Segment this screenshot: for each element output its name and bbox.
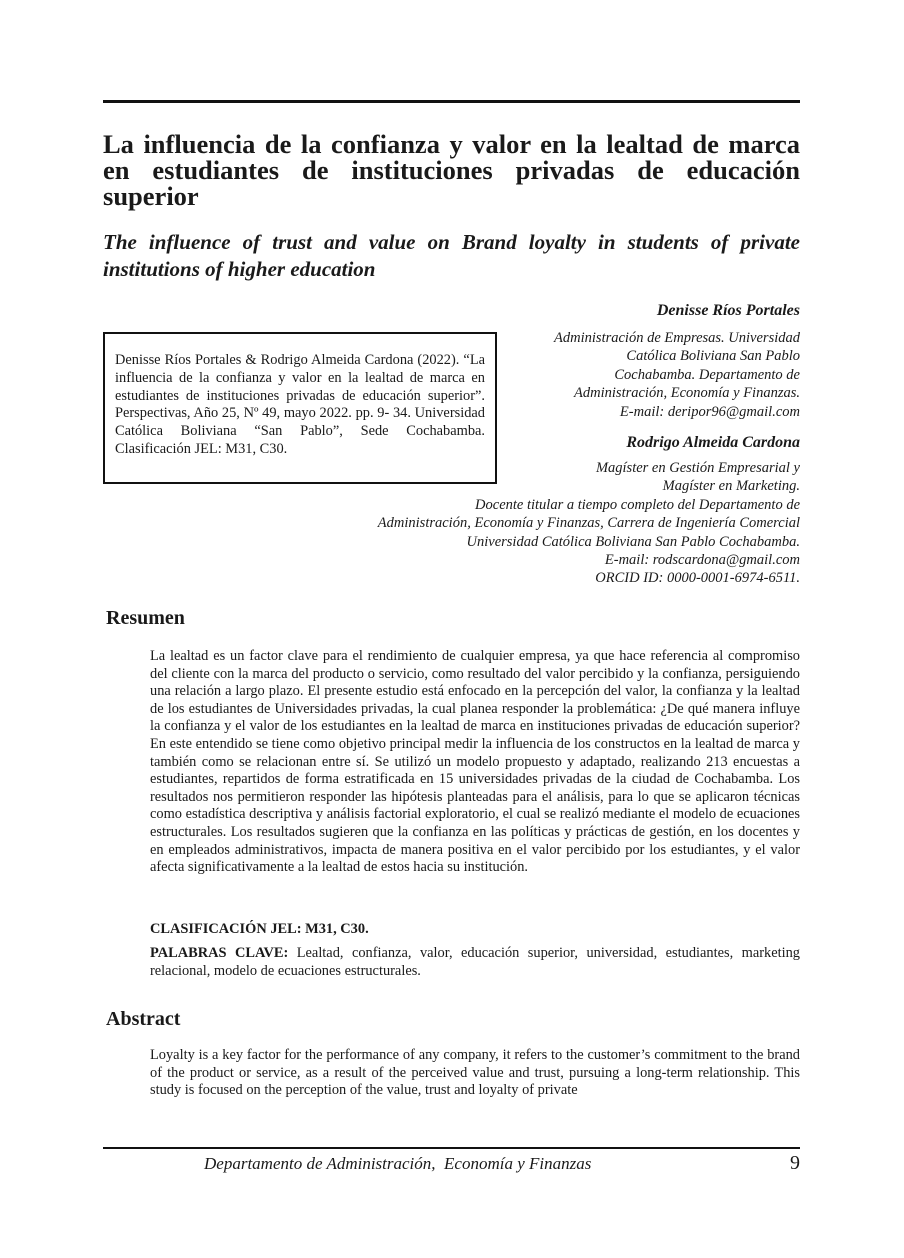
affiliation-line: Magíster en Gestión Empresarial y <box>595 460 800 476</box>
affiliation-line: Administración de Empresas. Universidad <box>554 330 800 346</box>
paper-title-spanish: La influencia de la confianza y valor en la lealtad de marca en estudiantes de instituciones privadas de educación superior <box>103 129 800 211</box>
paper-title-english: The influence of trust and value on Brand loyalty in students of private institutions of higher education <box>103 230 800 281</box>
bottom-rule <box>103 1147 800 1149</box>
jel-classification: CLASIFICACIÓN JEL: M31, C30. <box>150 921 369 937</box>
affiliation-line: Administración, Economía y Finanzas, Carrera de Ingeniería Comercial <box>377 515 800 532</box>
author-name-1: Denisse Ríos Portales <box>656 302 800 319</box>
keywords-list: Lealtad, confianza, valor, educación superior, universidad, estudiantes, marketing relacional, modelo de ecuaciones estructurales. <box>150 945 801 979</box>
page-number: 9 <box>790 1152 800 1174</box>
top-rule <box>103 100 800 103</box>
affiliation-line: Magíster en Marketing. <box>662 478 800 495</box>
author-email-2: E-mail: rodscardona@gmail.com <box>604 552 800 569</box>
footer-journal-name: Departamento de Administración, Economía y Finanzas <box>204 1154 592 1173</box>
author-orcid-2: ORCID ID: 0000-0001-6974-6511. <box>595 570 800 587</box>
affiliation-line: Docente titular a tiempo completo del Departamento de <box>475 496 800 513</box>
affiliation-line: Administración, Economía y Finanzas. <box>574 385 800 402</box>
resumen-paragraph: La lealtad es un factor clave para el rendimiento de cualquier empresa, ya que hace referencia al compromiso del cliente con la marca del producto o servicio, como resultado del valor percibido y la confianza, persiguiendo una relación a largo plazo. El presente estudio está enfocado en la percepción del valor, la confianza y la lealtad de los estudiantes de Universidades privadas, la cual planea responder la problemática: ¿De qué manera influye la confianza y el valor de los estudiantes en la lealtad de marca en instituciones privadas de educación superior? En este entendido se tiene como objetivo principal medir la influencia de los constructos en la lealtad de marca y también como se relacionan entre sí. Se utilizó un modelo propuesto y adaptado, realizando 213 encuestas a estudiantes, repartidos de forma estratificada en 15 universidades privadas de la ciudad de Cochabamba. Los resultados nos permitieron responder las hipótesis planteadas para el análisis, para lo que se aplicaron técnicas como estadística descriptiva y análisis factorial exploratorio, el cual se realizó mediante el modelo de ecuaciones estructurales. Los resultados sugieren que la confianza en las políticas y prácticas de gestión, en los docentes y en empleados administrativos, impacta de manera positiva en el valor percibido por los estudiantes, y el valor afecta significativamente a la lealtad de estos hacia su institución. <box>150 648 800 876</box>
author-email-1: E-mail: deripor96@gmail.com <box>619 403 800 420</box>
abstract-paragraph: Loyalty is a key factor for the performance of any company, it refers to the customer’s commitment to the brand of the product or service, as a result of the perceived value and trust, pursuing a long-term relationship. This study is focused on the perception of the value, trust and loyalty of private <box>150 1047 800 1099</box>
citation-text: Denisse Ríos Portales & Rodrigo Almeida Cardona (2022). “La influencia de la confianza y valor en la lealtad de marca en estudiantes de instituciones privadas de educación superior”. Perspectivas, Año 25, Nº 49, mayo 2022. pp. 9- 34. Universidad Católica Boliviana “San Pablo”, Sede Cochabamba. Clasificación JEL: M31, C30. <box>115 352 485 457</box>
abstract-heading: Abstract <box>106 1008 181 1030</box>
affiliation-line: Católica Boliviana San Pablo <box>626 348 800 365</box>
author-affiliation-2 <box>378 459 800 588</box>
affiliation-line: Universidad Católica Boliviana San Pablo Cochabamba. <box>466 533 800 550</box>
affiliation-line: Cochabamba. Departamento de <box>614 366 800 383</box>
author-affiliation-1 <box>554 329 800 421</box>
keywords-label: PALABRAS CLAVE: <box>150 945 289 961</box>
keywords-paragraph <box>150 945 800 980</box>
author-name-2: Rodrigo Almeida Cardona <box>626 434 800 451</box>
resumen-heading: Resumen <box>106 607 185 629</box>
